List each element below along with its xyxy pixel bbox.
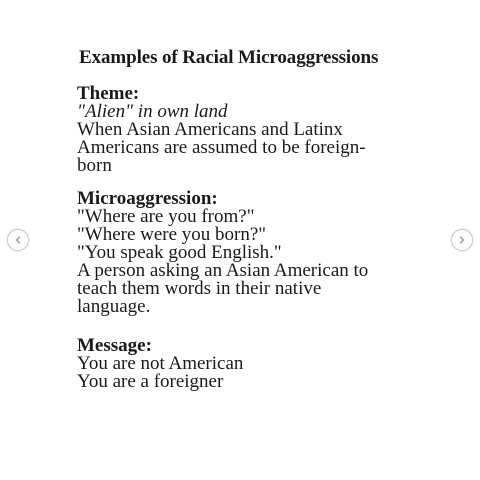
theme-subtitle: "Alien" in own land bbox=[77, 101, 228, 122]
message-line: You are a foreigner bbox=[77, 371, 224, 392]
next-slide-button[interactable] bbox=[451, 229, 473, 251]
microaggression-line: language. bbox=[77, 296, 151, 317]
microaggression-heading: Microaggression: bbox=[77, 188, 218, 209]
message-line: You are not American bbox=[77, 353, 244, 374]
previous-slide-button[interactable] bbox=[7, 229, 29, 251]
microaggression-line: teach them words in their native bbox=[77, 278, 322, 299]
microaggression-line: "You speak good English." bbox=[77, 242, 282, 263]
theme-heading: Theme: bbox=[77, 83, 140, 104]
theme-line: When Asian Americans and Latinx bbox=[77, 119, 343, 140]
post-content bbox=[77, 84, 417, 407]
microaggression-line: "Where are you from?" bbox=[77, 206, 255, 227]
microaggression-section bbox=[77, 189, 417, 316]
message-section bbox=[77, 336, 417, 391]
theme-line: Americans are assumed to be foreign- bbox=[77, 137, 366, 158]
message-heading: Message: bbox=[77, 335, 152, 356]
theme-line: born bbox=[77, 155, 112, 176]
microaggression-line: "Where were you born?" bbox=[77, 224, 267, 245]
post-title: Examples of Racial Microaggressions bbox=[79, 47, 379, 68]
chevron-right-icon bbox=[457, 235, 467, 245]
chevron-left-icon bbox=[13, 235, 23, 245]
theme-section bbox=[77, 84, 417, 175]
microaggression-line: A person asking an Asian American to bbox=[77, 260, 369, 281]
